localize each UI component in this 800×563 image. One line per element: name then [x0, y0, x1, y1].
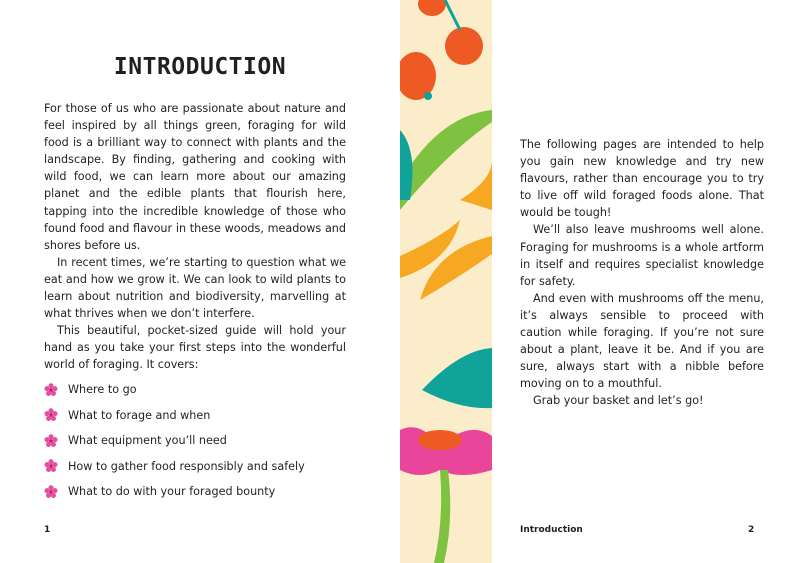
leaf-shape [422, 348, 492, 408]
berry-shape [418, 0, 446, 16]
list-item-label: How to gather food responsibly and safely [68, 459, 305, 473]
pink-flower-icon [44, 383, 58, 397]
intro-continued-body [520, 136, 764, 410]
page-number: 1 [44, 525, 51, 535]
paragraph: In recent times, we’re starting to question what we eat and how we grow it. We can look to wild plants to learn about nutrition and biodiversity, marvelling at what thrives when we don’t interfere. [44, 255, 346, 321]
list-item [44, 403, 305, 429]
list-item [44, 479, 305, 505]
paragraph: Grab your basket and let’s go! [533, 394, 704, 408]
berry-shape [445, 27, 483, 65]
list-item-label: What to forage and when [68, 408, 211, 422]
page-title: INTRODUCTION [113, 54, 287, 80]
list-item [44, 428, 305, 454]
leaf-shape [400, 130, 412, 200]
list-item-label: What to do with your foraged bounty [68, 485, 276, 499]
intro-body [44, 100, 346, 374]
botanical-illustration-strip [400, 0, 492, 563]
paragraph: For those of us who are passionate about nature and feel inspired by all things green, foraging for wild food is a brilliant way to connect with plants and the landscape. By finding, gathering and cooking with wild food, we can learn more about our amazing planet and the edible plants that flourish here, tapping into the incredible knowledge of those who found food and flavour in these woods, meadows and shores before us. [44, 102, 346, 252]
pink-flower-icon [44, 485, 58, 499]
paragraph: This beautiful, pocket-sized guide will hold your hand as you take your first steps into the wonderful world of foraging. It covers: [44, 324, 346, 372]
list-item-label: What equipment you’ll need [68, 434, 227, 448]
list-item-label: Where to go [68, 383, 137, 397]
pink-flower-icon [44, 434, 58, 448]
paragraph: And even with mushrooms off the menu, it’s always sensible to proceed with caution while foraging. If you’re not sure about a plant, leave it be. And if you are sure, always start with a nibble before moving on to a mouthful. [520, 291, 764, 391]
leaf-shape [460, 160, 492, 210]
botanical-illustration [400, 0, 492, 563]
list-item [44, 377, 305, 403]
flower-center [418, 430, 462, 450]
topics-list [44, 377, 305, 505]
berry-tip [424, 92, 432, 100]
stem-shape [445, 0, 460, 30]
right-page [492, 0, 800, 563]
berry-shape [400, 52, 436, 100]
pink-flower-icon [44, 408, 58, 422]
stem-shape [434, 470, 450, 563]
paragraph: The following pages are intended to help you gain new knowledge and try new flavours, rather than encourage you to try to live off wild foraged foods alone. That would be tough! [520, 138, 764, 220]
running-head: Introduction [520, 525, 583, 535]
page-number: 2 [748, 525, 755, 535]
paragraph: We’ll also leave mushrooms well alone. Foraging for mushrooms is a whole artform in itself and requires specialist knowledge for safety. [520, 223, 764, 288]
pink-flower-icon [44, 459, 58, 473]
list-item [44, 454, 305, 480]
